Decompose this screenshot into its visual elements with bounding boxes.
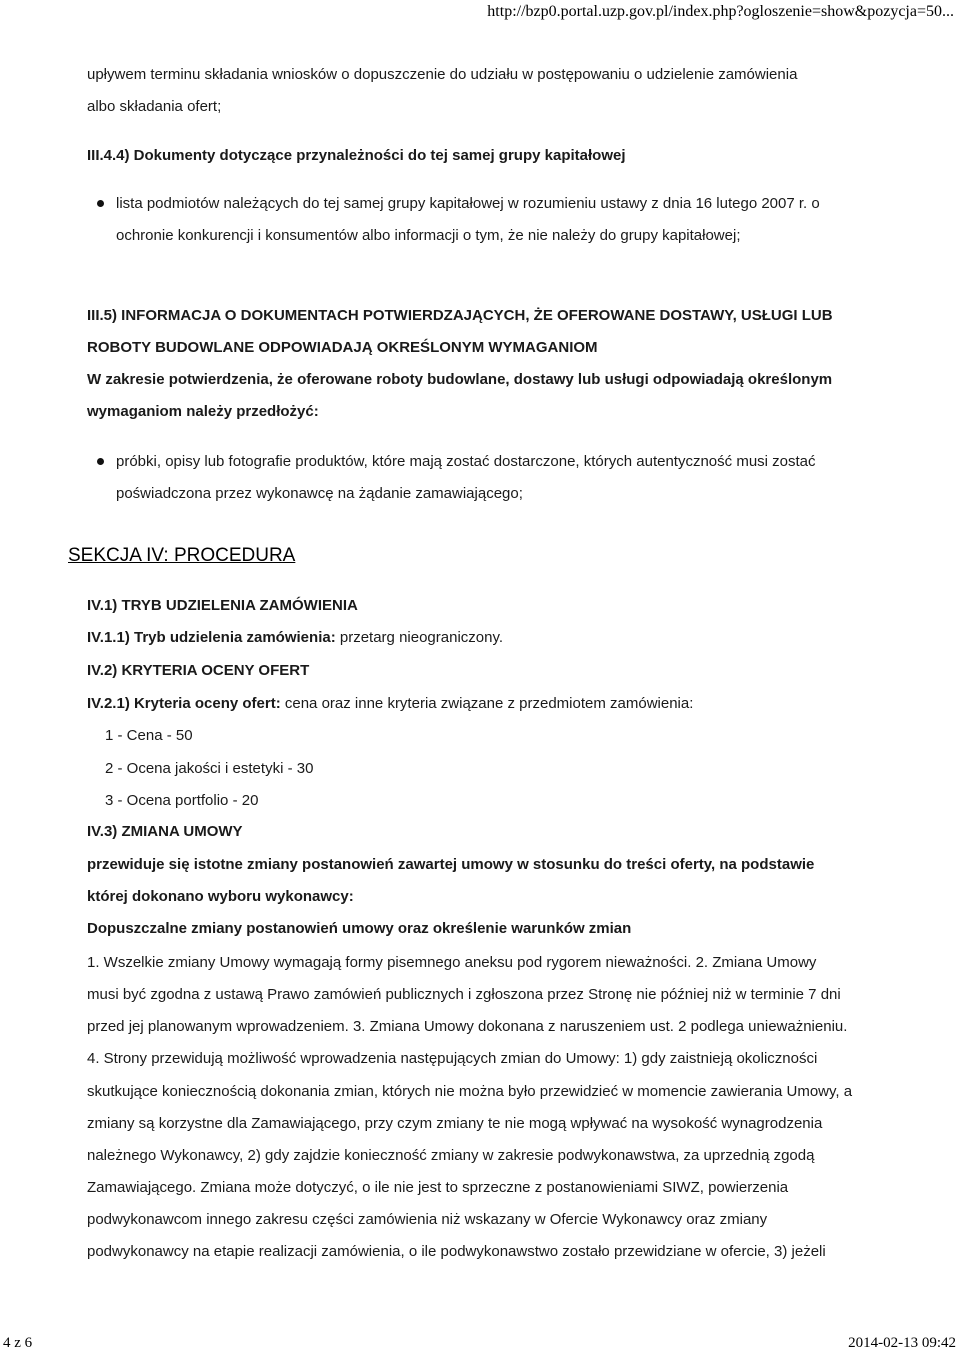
text-line: upływem terminu składania wniosków o dopuszczenie do udziału w postępowaniu o udzielenie zamówienia [87,66,798,83]
section-heading-iii4: III.4.4) Dokumenty dotyczące przynależności do tej samej grupy kapitałowej [87,147,626,164]
subheading-cont: wymaganiom należy przedłożyć: [87,403,319,420]
paragraph-line: należnego Wykonawcy, 2) gdy zajdzie konieczność zmiany w zakresie podwykonawstwa, za uprzednią zgodą [87,1147,815,1164]
paragraph-line: podwykonawcom innego zakresu części zamówienia niż wskazany w Ofercie Wykonawcy oraz zmiany [87,1211,768,1228]
subheading-cont: której dokonano wyboru wykonawcy: [87,888,354,905]
page-number: 4 z 6 [3,1335,33,1351]
paragraph-line: przed jej planowanym wprowadzeniem. 3. Zmiana Umowy dokonana z naruszeniem ust. 2 podlega unieważnieniu. [87,1018,848,1035]
paragraph-line: 4. Strony przewidują możliwość wprowadzenia następujących zmian do Umowy: 1) gdy zaistnieją okoliczności [87,1050,818,1067]
field-label: IV.1.1) Tryb udzielenia zamówienia: [87,629,336,646]
heading-iv2: IV.2) KRYTERIA OCENY OFERT [87,662,310,679]
list-item: lista podmiotów należących do tej samej grupy kapitałowej w rozumieniu ustawy z dnia 16 lutego 2007 r. o [116,195,820,212]
field-iv11 [87,629,503,646]
field-value: cena oraz inne kryteria związane z przedmiotem zamówienia: [280,695,694,712]
paragraph-line: podwykonawcy na etapie realizacji zamówienia, o ile podwykonawstwo zostało przewidziane w ofercie, 3) jeżeli [87,1243,826,1260]
list-item-cont: ochronie konkurencji i konsumentów albo informacji o tym, że nie należy do grupy kapitałowej; [116,227,741,244]
field-label: IV.2.1) Kryteria oceny ofert: [87,695,281,712]
subheading: przewiduje się istotne zmiany postanowień zawartej umowy w stosunku do treści oferty, na podstawie [87,856,815,873]
section-heading-iii5: III.5) INFORMACJA O DOKUMENTACH POTWIERDZAJĄCYCH, ŻE OFEROWANE DOSTAWY, USŁUGI LUB [87,307,833,324]
bullet-icon [97,200,104,207]
paragraph-line: skutkujące koniecznością dokonania zmian, których nie można było przewidzieć w momencie zawierania Umowy, a [87,1083,853,1100]
subheading: Dopuszczalne zmiany postanowień umowy oraz określenie warunków zmian [87,920,632,937]
text-line: albo składania ofert; [87,98,222,115]
page-url: http://bzp0.portal.uzp.gov.pl/index.php?ogloszenie=show&pozycja=50... [487,3,954,20]
heading-iv1: IV.1) TRYB UDZIELENIA ZAMÓWIENIA [87,597,358,614]
criterion-item: 2 - Ocena jakości i estetyki - 30 [105,760,314,777]
criterion-item: 3 - Ocena portfolio - 20 [105,792,259,809]
section-title: SEKCJA IV: PROCEDURA [68,545,296,566]
paragraph-line: Zamawiającego. Zmiana może dotyczyć, o ile nie jest to sprzeczne z postanowieniami SIWZ, powierzenia [87,1179,789,1196]
paragraph-line: 1. Wszelkie zmiany Umowy wymagają formy pisemnego aneksu pod rygorem nieważności. 2. Zmiana Umowy [87,954,817,971]
bullet-icon [97,458,104,465]
heading-iv3: IV.3) ZMIANA UMOWY [87,823,243,840]
paragraph-line: musi być zgodna z ustawą Prawo zamówień publicznych i zgłoszona przez Stronę nie później niż w terminie 7 dni [87,986,841,1003]
print-datetime: 2014-02-13 09:42 [848,1335,956,1351]
criterion-item: 1 - Cena - 50 [105,727,193,744]
paragraph-line: zmiany są korzystne dla Zamawiającego, przy czym zmiany te nie mogą wpływać na wysokość wynagrodzenia [87,1115,823,1132]
subheading: W zakresie potwierdzenia, że oferowane roboty budowlane, dostawy lub usługi odpowiadają określonym [87,371,833,388]
section-heading-iii5-cont: ROBOTY BUDOWLANE ODPOWIADAJĄ OKREŚLONYM WYMAGANIOM [87,339,598,356]
field-iv21 [87,695,693,712]
field-value: przetarg nieograniczony. [335,629,504,646]
list-item: próbki, opisy lub fotografie produktów, które mają zostać dostarczone, których autentyczność musi zostać [116,453,816,470]
list-item-cont: poświadczona przez wykonawcę na żądanie zamawiającego; [116,485,523,502]
